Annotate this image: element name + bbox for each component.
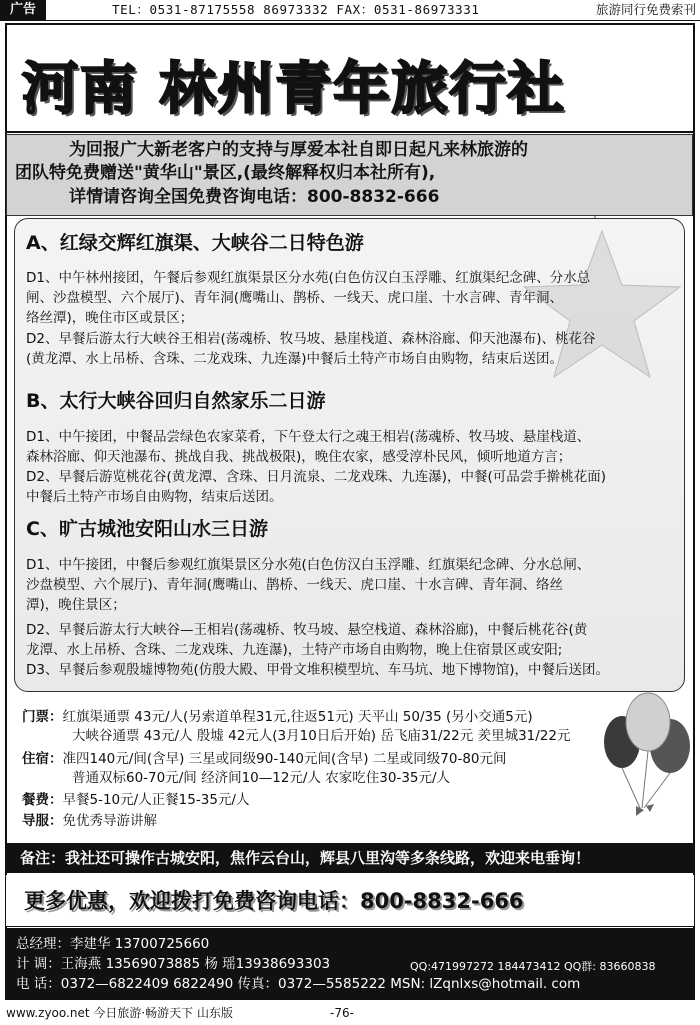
promo-line-3: 详情请咨询全国免费咨询电话：800-8832-666 xyxy=(69,187,440,207)
contact-row-planner xyxy=(16,955,330,974)
header-column: 旅游同行免费索刊 xyxy=(595,2,696,17)
meals-text: 早餐5-10元/人正餐15-35元/人 xyxy=(62,792,250,808)
tickets-label: 门票： xyxy=(22,709,63,725)
route-a-line: D2、早餐后游太行大峡谷王相岩(荡魂桥、牧马坡、悬崖栈道、森林浴廊、仰天池瀑布)、桃花谷 xyxy=(26,331,596,347)
page-footer xyxy=(0,1002,700,1025)
phone-label: 电 话： xyxy=(16,976,61,992)
lodging-line-1: 准四140元/间(含早) 三星或同级90-140元间(含早) 二星或同级70-80元间 xyxy=(62,751,507,767)
route-c-line: D3、早餐后参观殷墟博物苑(仿殷大殿、甲骨文堆积模型坑、车马坑、地下博物馆)，中餐后送团。 xyxy=(26,662,610,678)
lodging-row-1 xyxy=(22,750,507,769)
page-number: -76- xyxy=(330,1006,354,1020)
route-c-line: D1、中午接团，中餐后参观红旗渠景区分水苑(白色仿汉白玉浮雕、红旗渠纪念碑、分水总闸、 xyxy=(26,557,591,573)
lodging-label: 住宿： xyxy=(22,751,63,767)
title-divider xyxy=(5,131,695,133)
promo-line-2: 团队特免费赠送"黄华山"景区,(最终解释权归本社所有), xyxy=(15,163,436,183)
guide-label: 导服： xyxy=(22,813,63,829)
guide-text: 免优秀导游讲解 xyxy=(62,813,157,829)
qq-numbers: QQ:471997272 184473412 QQ群: 83660838 xyxy=(410,960,656,973)
route-a-line: 闸、沙盘模型、六个展厅)、青年洞(鹰嘴山、鹊桥、一线天、虎口崖、十水言碑、青年洞、 xyxy=(26,290,564,306)
contacts-block xyxy=(6,928,694,998)
route-c-line: 潭)，晚住景区； xyxy=(26,597,126,613)
contact-row-manager xyxy=(16,935,209,954)
manager-label: 总经理： xyxy=(16,936,70,952)
star-decoration-front xyxy=(520,225,685,395)
lodging-line-2: 普通双标60-70元/间 经济间10—12元/人 农家吃住30-35元/人 xyxy=(72,770,451,786)
header-contact: TEL：0531-87175558 86973332 FAX：0531-86973331 xyxy=(112,2,480,17)
planner-label: 计 调： xyxy=(16,956,61,972)
ad-tag: 广告 xyxy=(0,0,46,20)
route-b-line: D1、中午接团，中餐品尝绿色农家菜肴，下午登太行之魂王相岩(荡魂桥、牧马坡、悬崖栈道、 xyxy=(26,429,591,445)
meals-row xyxy=(22,791,249,810)
guide-row xyxy=(22,812,157,831)
tickets-line-1: 红旗渠通票 43元/人(另索道单程31元,往返51元) 天平山 50/35 (另小交通5元) xyxy=(62,709,533,725)
route-b-title: B、太行大峡谷回归自然家乐二日游 xyxy=(26,390,326,412)
route-a-line: 络丝潭)，晚住市区或景区； xyxy=(26,310,194,326)
tickets-row-1 xyxy=(22,708,533,727)
note-bar: 备注：我社还可操作古城安阳，焦作云台山，辉县八里沟等多条线路，欢迎来电垂询！ xyxy=(6,843,694,873)
meals-label: 餐费： xyxy=(22,792,63,808)
route-c-line: 龙潭、水上吊桥、含珠、二龙戏珠、九连瀑)，土特产市场自由购物，晚上住宿景区或安阳; xyxy=(26,642,563,658)
route-c-line: D2、早餐后游太行大峡谷—王相岩(荡魂桥、牧马坡、悬空栈道、森林浴廊)，中餐后桃花谷(黄 xyxy=(26,622,588,638)
manager-value: 李建华 13700725660 xyxy=(70,936,210,952)
route-b-line: D2、早餐后游览桃花谷(黄龙潭、含珠、日月流泉、二龙戏珠、九连瀑)，中餐(可品尝手擀桃花面) xyxy=(26,469,607,485)
tickets-line-2: 大峡谷通票 43元/人 殷墟 42元人(3月10日后开始) 岳飞庙31/22元 羑里城31/22元 xyxy=(72,728,571,744)
route-b-line: 中餐后土特产市场自由购物，结束后送团。 xyxy=(26,489,283,505)
agency-title: 河南 林州青年旅行社 xyxy=(22,56,566,122)
route-a-line: D1、中午林州接团，午餐后参观红旗渠景区分水苑(白色仿汉白玉浮雕、红旗渠纪念碑、分水总 xyxy=(26,270,591,286)
balloons-icon xyxy=(600,690,696,830)
route-a-title: A、红绿交辉红旗渠、大峡谷二日特色游 xyxy=(26,232,364,254)
route-a-line: (黄龙潭、水上吊桥、含珠、二龙戏珠、九连瀑)中餐后土特产市场自由购物，结束后送团。 xyxy=(26,351,564,367)
hotline-banner: 更多优惠，欢迎拨打免费咨询电话：800-8832-666 xyxy=(6,875,694,927)
footer-site: www.zyoo.net 今日旅游·畅游天下 山东版 xyxy=(6,1006,233,1020)
contact-row-phone xyxy=(16,975,580,994)
promo-line-1: 为回报广大新老客户的支持与厚爱本社自即日起凡来林旅游的 xyxy=(69,140,528,160)
promo-box xyxy=(6,134,693,216)
phone-value: 0372—6822409 6822490 传真：0372—5585222 MSN: lZqnlxs@hotmail. com xyxy=(60,976,581,992)
planner-value: 王海燕 13569073885 杨 瑶13938693303 xyxy=(60,956,331,972)
route-c-title: C、旷古城池安阳山水三日游 xyxy=(26,518,268,540)
route-c-line: 沙盘模型、六个展厅)、青年洞(鹰嘴山、鹊桥、一线天、虎口崖、十水言碑、青年洞、络丝 xyxy=(26,577,564,593)
route-b-line: 森林浴廊、仰天池瀑布、挑战自我、挑战极限)，晚住农家，感受淳朴民风，倾听地道方言； xyxy=(26,449,572,465)
